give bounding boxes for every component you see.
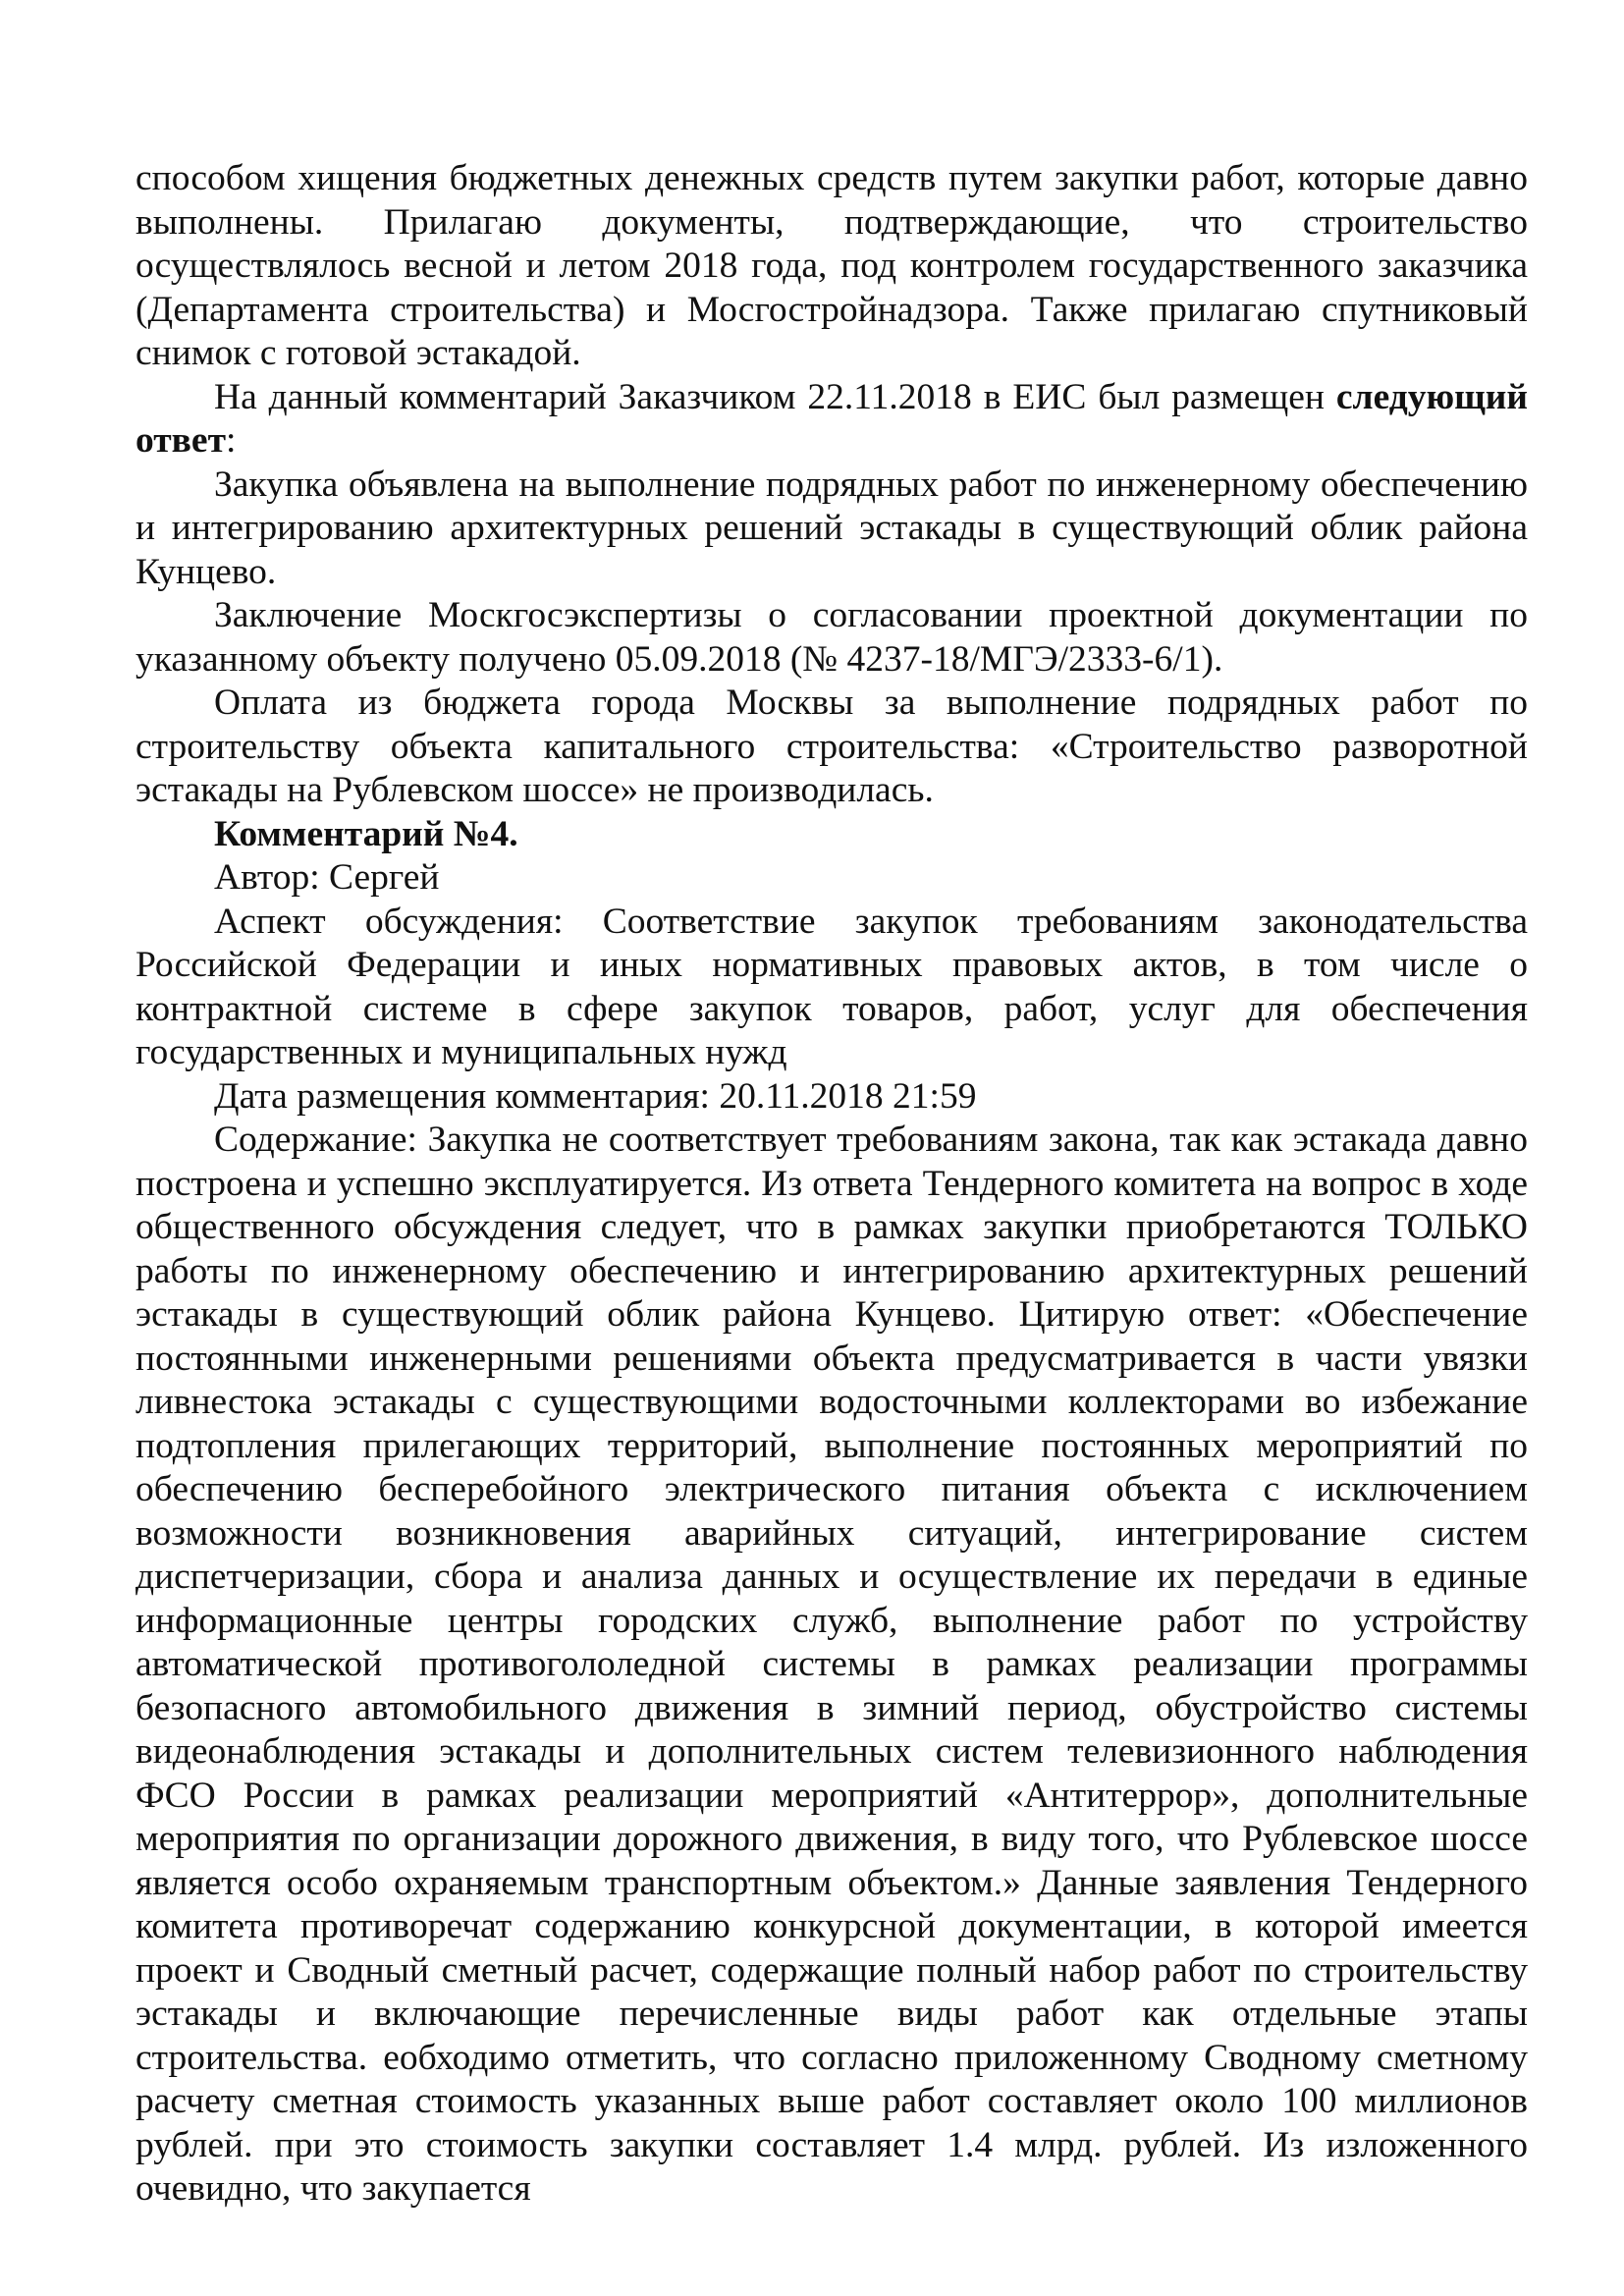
comment-heading-text: Комментарий №4. — [214, 813, 518, 854]
comment-content: Содержание: Закупка не соответствует требованиям закона, так как эстакада давно построена и успешно эксплуатируется. Из ответа Тендерного комитета на вопрос в ходе общественного обсуждения следует, что в рамках закупки приобретаются ТОЛЬКО работы по инженерному обеспечению и интегрированию архитектурных решений эстакады в существующий облик района Кунцево. Цитирую ответ: «Обеспечение постоянными инженерными решениями объекта предусматривается в части увязки ливнестока эстакады с существующими водосточными коллекторами во избежание подтопления прилегающих территорий, выполнение постоянных мероприятий по обеспечению бесперебойного электрического питания объекта с исключением возможности возникновения аварийных ситуаций, интегрирование систем диспетчеризации, сбора и анализа данных и осуществление их передачи в единые информационные центры городских служб, выполнение работ по устройству автоматической противогололедной системы в рамках реализации программы безопасного автомобильного движения в зимний период, обустройство системы видеонаблюдения эстакады и дополнительных систем телевизионного наблюдения ФСО России в рамках реализации мероприятий «Антитеррор», дополнительные мероприятия по организации дорожного движения, в виду того, что Рублевское шоссе является особо охраняемым транспортным объектом.» Данные заявления Тендерного комитета противоречат содержанию конкурсной документации, в которой имеется проект и Сводный сметный расчет, содержащие полный набор работ по строительству эстакады и включающие перечисленные виды работ как отдельные этапы строительства. еобходимо отметить, что согласно приложенному Сводному сметному расчету сметная стоимость указанных выше работ составляет около 100 миллионов рублей. при это стоимость закупки составляет 1.4 млрд. рублей. Из изложенного очевидно, что закупается — [135, 1120, 1528, 2209]
paragraph-continuation: способом хищения бюджетных денежных средств путем закупки работ, которые давно выполнены. Прилагаю документы, подтверждающие, что строительство осуществлялось весной и летом 2018 года, под контролем государственного заказчика (Департамента строительства) и Мосгостройнадзора. Также прилагаю спутниковый снимок с готовой эстакадой. — [135, 158, 1528, 373]
document-page — [135, 157, 1528, 2212]
comment-date: Дата размещения комментария: 20.11.2018 21:59 — [214, 1075, 977, 1117]
answer-intro-colon: : — [226, 420, 237, 461]
comment-heading — [135, 813, 1528, 857]
answer-intro-bold: следующий ответ — [135, 376, 1528, 461]
paragraph-answer-2: Заключение Москгосэкспертизы о согласовании проектной документации по указанному объекту получено 05.09.2018 (№ 4237-18/МГЭ/2333-6/1). — [135, 595, 1528, 680]
paragraph-answer-1: Закупка объявлена на выполнение подрядных работ по инженерному обеспечению и интегрированию архитектурных решений эстакады в существующий облик района Кунцево. — [135, 464, 1528, 592]
answer-intro-text: На данный комментарий Заказчиком 22.11.2018 в ЕИС был размещен — [214, 376, 1336, 417]
paragraph-answer-3: Оплата из бюджета города Москвы за выполнение подрядных работ по строительству объекта капитального строительства: «Строительство разворотной эстакады на Рублевском шоссе» не производилась. — [135, 683, 1528, 810]
paragraph-answer-intro — [135, 376, 1528, 464]
comment-aspect: Аспект обсуждения: Соответствие закупок требованиям законодательства Российской Федерации и иных нормативных правовых актов, в том числе о контрактной системе в сфере закупок товаров, работ, услуг для обеспечения государственных и муниципальных нужд — [135, 901, 1528, 1072]
comment-author: Автор: Сергей — [214, 857, 440, 898]
